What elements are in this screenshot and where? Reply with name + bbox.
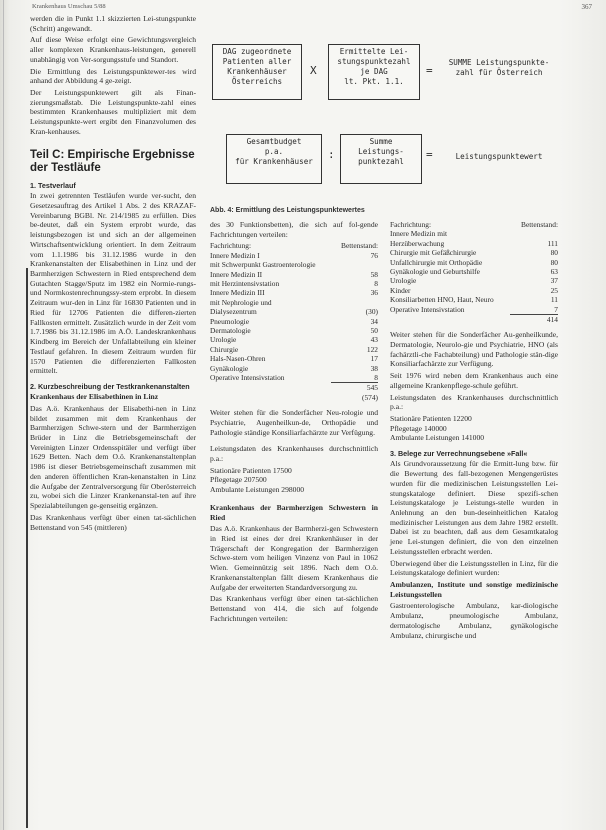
table-row: Gynäkologie 38 bbox=[210, 363, 378, 373]
column-middle bbox=[210, 220, 378, 625]
box-gesamtbudget: Gesamtbudget p.a. für Krankenhäuser bbox=[226, 134, 322, 184]
margin-bar bbox=[26, 268, 28, 828]
box-summe-leistungspunkte: SUMME Leistungspunkte- zahl für Österreich bbox=[448, 58, 550, 77]
paragraph: Das A.ö. Krankenhaus der Barmherzi-gen Schwestern in Ried ist eines der drei Krankenhäuser in der Trägerschaft der Kongregation der Barmherzigen Schwe-stern vom heiligen Vinzenz von Paul in 1062 Wien. Gemeinnützig seit 1896. Nach dem O.ö. Krankenanstaltenplan fällt diesem Krankenhaus die Aufgabe der erweiterten Standardversorgung zu. bbox=[210, 524, 378, 592]
table-fachrichtung-ried bbox=[390, 220, 558, 324]
equals-operator-1: = bbox=[426, 64, 433, 77]
table-total-row: 545 bbox=[210, 383, 378, 393]
table-row: mit Schwerpunkt Gastroenterologie bbox=[210, 260, 316, 270]
divide-operator: : bbox=[328, 148, 335, 161]
table-header: Fachrichtung: bbox=[210, 241, 252, 251]
box-leistungspunktewert: Leistungspunktewert bbox=[455, 152, 543, 161]
multiply-operator: X bbox=[310, 64, 317, 77]
stat-line: Stationäre Patienten 17500 bbox=[210, 465, 292, 475]
table-row: Innere Medizin mit bbox=[390, 229, 448, 239]
section-title-belege: 3. Belege zur Verrechnungsebene »Fall« bbox=[390, 449, 528, 459]
table-total-row: 414 bbox=[390, 314, 558, 324]
figure-leistungspunktewert bbox=[200, 30, 565, 205]
part-heading: Teil C: Empirische Ergebnisse der Testläufe bbox=[30, 148, 195, 174]
table-fachrichtung-linz bbox=[210, 241, 378, 402]
running-title: Krankenhaus Umschau 5/88 bbox=[32, 3, 106, 10]
table-row: Innere Medizin II 58 bbox=[210, 269, 378, 279]
table-row: Urologie 37 bbox=[390, 276, 558, 286]
section-title-testkrankenanstalten: 2. Kurzbeschreibung der Testkrankenanstalten bbox=[30, 381, 190, 391]
equals-operator-2: = bbox=[426, 148, 433, 161]
table-row: Chirurgie 122 bbox=[210, 344, 378, 354]
paragraph: Leistungsdaten des Krankenhauses durchschnittlich p.a.: bbox=[390, 392, 558, 412]
table-row: Urologie 43 bbox=[210, 335, 378, 345]
table-total-row: (574) bbox=[361, 392, 378, 402]
paragraph: Überwiegend über die Leistungsstellen in Linz, für die Leistungskataloge definiert wurden: bbox=[390, 558, 558, 578]
stat-line: Pflegetage 140000 bbox=[390, 423, 447, 433]
table-row: Operative Intensivstation 7 bbox=[390, 304, 558, 314]
stat-line: Ambulante Leistungen 298000 bbox=[210, 485, 305, 495]
table-row: Hals-Nasen-Ohren 17 bbox=[210, 354, 378, 364]
column-right bbox=[390, 220, 558, 642]
paragraph: Gastroenterologische Ambulanz, kar-diologische Ambulanz, pneumologische Ambulanz, dermatologische Ambulanz, gynäkologische Ambulanz, chirurgische und bbox=[390, 601, 558, 640]
running-header bbox=[32, 3, 592, 13]
stat-line: Ambulante Leistungen 141000 bbox=[390, 433, 485, 443]
table-row: mit Herzintensivstation 8 bbox=[210, 279, 378, 288]
table-row: Operative Intensivstation 8 bbox=[210, 372, 378, 382]
paragraph: Weiter stehen für die Sonderfächer Neu-rologie und Psychiatrie, Augenheilkun-de, Orthopädie und Pathologie ständige Konsiliarfachärzte zur Verfügung. bbox=[210, 408, 378, 437]
box-ermittelte-punktezahl: Ermittelte Lei- stungspunktezahl je DAG lt. Pkt. 1.1. bbox=[328, 44, 420, 100]
page-number: 367 bbox=[581, 3, 592, 11]
stat-line: Stationäre Patienten 12200 bbox=[390, 414, 472, 424]
table-row: Pneumologie 34 bbox=[210, 316, 378, 326]
page-edge-shadow bbox=[3, 0, 4, 830]
paragraph: Die Ermittlung des Leistungspunktewer-tes wird anhand der Abbildung 4 ge-zeigt. bbox=[30, 66, 196, 86]
paragraph: Das A.ö. Krankenhaus der Elisabethi-nen in Linz bildet zusammen mit dem Krankenhaus der Barmherzigen Schwe-stern und der Barmherzigen Brüder in Linz die Betriebsgemeinschaft der Vereinigten Linzer Ordensspitäler und verfügt über 1629 Betten. Nach dem O.ö. Krankenanstaltenplan 1986 ist dieser Betriebsgemeinschaft zusammen mit den anderen öffentlichen Kran-kenanstalten in Linz die Aufgabe der Zentralversorgung für Oberösterreich zu, wobei sich die Linzer Krankenanstal-ten auf ihre Spezialabteilungen ge-genseitig ergänzen. bbox=[30, 403, 196, 511]
subsection-title: Krankenhaus der Elisabethinen in Linz bbox=[30, 392, 159, 402]
table-row: Chirurgie mit Gefäßchirurgie 80 bbox=[390, 248, 558, 258]
paragraph: Das Krankenhaus verfügt über einen tat-sächlichen Bettenstand von 414, die sich auf folgende Fachrichtungen verteilen: bbox=[210, 594, 378, 623]
paragraph: Seit 1976 wird neben dem Krankenhaus auch eine allgemeine Krankenpflege-schule geführt. bbox=[390, 371, 558, 390]
table-row: Innere Medizin III 36 bbox=[210, 288, 378, 298]
table-row: Dialysezentrum (30) bbox=[210, 307, 378, 317]
column-left bbox=[30, 14, 196, 534]
paragraph: werden die in Punkt 1.1 skizzierten Lei-stungspunkte (Schritt) angewandt. bbox=[30, 14, 196, 33]
table-header: Bettenstand: bbox=[341, 241, 378, 251]
table-row: Herzüberwachung 111 bbox=[390, 238, 558, 248]
box-summe-punktezahl: Summe Leistungs- punktezahl bbox=[340, 134, 422, 184]
table-header: Bettenstand: bbox=[521, 220, 558, 229]
paragraph: Als Grundvoraussetzung für die Ermitt-lung bzw. für die Bewertung des fall-bezogenen Mengengerüstes wurden für die medizinischen Leistungsstellen Lei-stungskataloge definiert. Diese spezifi-schen Leistungskataloge je Leistungs-stelle wurden in Anlehnung an den bun-deseinheitlichen Katalog medizinischer Leistungen aus dem Jahre 1982 erstellt. Dabei ist zu beachten, daß aus dem Gesamtkatalog jene Lei-stungen definiert, die von den einzelnen Leistungsstellen erbracht werden. bbox=[390, 459, 558, 556]
subsection-title: Krankenhaus der Barmherzigen Schwestern in Ried bbox=[210, 502, 378, 522]
paragraph: In zwei getrennten Testläufen wurde ver-sucht, den Gesetzesauftrag des Artikel 1 Abs. 2 des KRAZAF-Vereinbarung BGBl. Nr. 214/1985 zu erfüllen. Dies be-deutet, daß ein System erprobt wurde, das leistungsbezogen ist und sich an der allgemeinen Wirtschaftsentwicklung orientiert. In dem Zeitraum vom 1.1.1986 bis 31.12.1986 wurde in den Krankenanstalten der Elisabethinen in Linz und der Barmherzigen Schwestern in Ried entsprechend dem Gutachten Stagge/Sputz im 1982 ein Normie-rungs- und Normkostenrechnungssy-stem erprobt. In diesem Zeitraum wur-den in Linz für 16830 Patienten und in Ried für 12706 Patienten die differen-zierten Fallkosten ermittelt. Zusätzlich wurde in der Zeit vom 1.7.1986 bis 31.12.1986 im A.Ö. Landeskrankenhaus Kindberg im Bereich der Unfallabteilung ein kleiner Testlauf gefahren. In diesem Zeitraum wurden für 1570 Patienten die differenzierten Fallkosten ermittelt. bbox=[30, 191, 196, 376]
paragraph: Der Leistungspunktewert gilt als Finan-zierungsmaßstab. Die Leistungspunkte-zahl eines bestimmten Krankenhauses multipliziert mit dem Leistungspunkte-wert ergibt den Finanzvolumen des Kran-kenhauses. bbox=[30, 88, 196, 136]
subsection-title: Ambulanzen, Institute und sonstige medizinische Leistungsstellen bbox=[390, 580, 558, 599]
paragraph: des 30 Funktionsbetten), die sich auf fol-gende Fachrichtungen verteilen: bbox=[210, 220, 378, 239]
paragraph: Leistungsdaten des Krankenhauses durchschnittlich p.a.: bbox=[210, 444, 378, 463]
stat-line: Pflegetage 207500 bbox=[210, 475, 267, 485]
table-row: Dermatologie 50 bbox=[210, 325, 378, 335]
section-title-testverlauf: 1. Testverlauf bbox=[30, 181, 76, 191]
table-row: Gynäkologie und Geburtshilfe 63 bbox=[390, 266, 558, 276]
table-row: Innere Medizin I 76 bbox=[210, 250, 378, 260]
table-row: Unfallchirurgie mit Orthopädie 80 bbox=[390, 257, 558, 267]
table-row: Konsiliarbetten HNO, Haut, Neuro 11 bbox=[390, 295, 558, 305]
table-header: Fachrichtung: bbox=[390, 220, 432, 229]
paragraph: Auf diese Weise erfolgt eine Gewichtungsvergleich aller komplexen Krankenhaus-leistungen, generell unabhängig von Ver-sorgungsstufe und Standort. bbox=[30, 35, 196, 64]
table-row: mit Nephrologie und bbox=[210, 297, 272, 307]
table-row: Kinder 25 bbox=[390, 285, 558, 295]
paragraph: Weiter stehen für die Sonderfächer Au-genheilkunde, Dermatologie, Neurolo-gie und Psychiatrie, HNO (als fachärztli-che Fachabteilung) und Pathologie stän-dige Konsiliarfachärzte zur Verfügung. bbox=[390, 330, 558, 369]
figure-caption: Abb. 4: Ermittlung des Leistungspunktewertes bbox=[210, 207, 365, 214]
paragraph: Das Krankenhaus verfügt über einen tat-sächlichen Bettenstand von 545 (mittleren) bbox=[30, 512, 196, 532]
box-dag-patients: DAG zugeordnete Patienten aller Krankenhäuser Österreichs bbox=[212, 44, 302, 100]
